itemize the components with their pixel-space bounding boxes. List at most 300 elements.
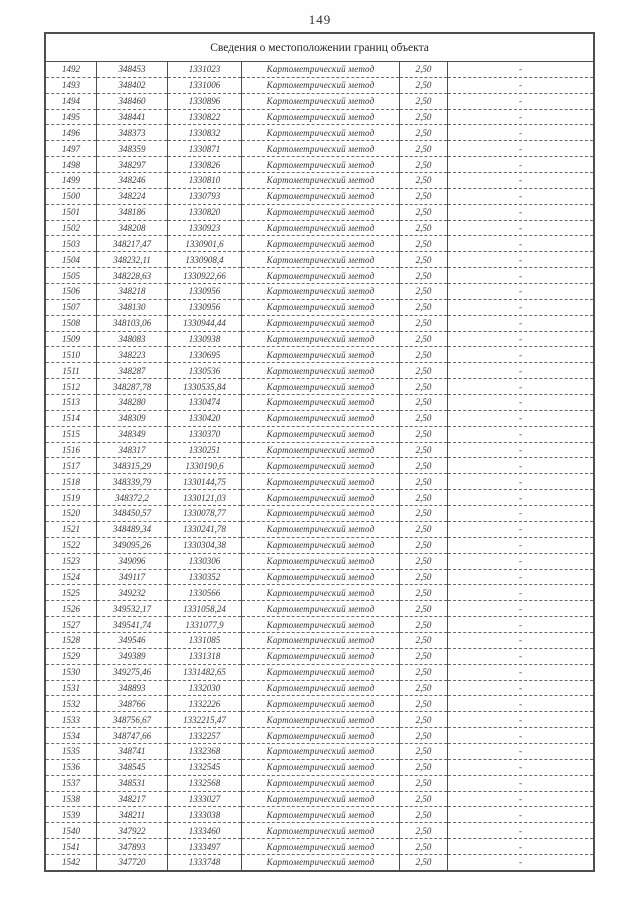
coordinate-x-cell: 348287,78 [97, 379, 168, 395]
coordinate-x-cell: 348489,34 [97, 521, 168, 537]
coordinate-x-cell: 348223 [97, 347, 168, 363]
table-row [46, 854, 594, 870]
table-row [46, 506, 594, 522]
point-number-cell: 1502 [46, 220, 97, 236]
coordinate-x-cell: 348531 [97, 775, 168, 791]
table-row [46, 125, 594, 141]
coordinate-x-cell: 349389 [97, 648, 168, 664]
coordinate-y-cell: 1330352 [168, 569, 242, 585]
precision-cell: 2,50 [400, 284, 448, 300]
coordinate-x-cell: 348217,47 [97, 236, 168, 252]
point-number-cell: 1535 [46, 743, 97, 759]
point-number-cell: 1501 [46, 204, 97, 220]
coordinate-y-cell: 1332568 [168, 775, 242, 791]
precision-cell: 2,50 [400, 109, 448, 125]
table-row [46, 537, 594, 553]
coordinate-x-cell: 348315,29 [97, 458, 168, 474]
precision-cell: 2,50 [400, 410, 448, 426]
precision-cell: 2,50 [400, 791, 448, 807]
precision-cell: 2,50 [400, 664, 448, 680]
note-cell: - [448, 141, 594, 157]
coordinate-x-cell: 348349 [97, 426, 168, 442]
coordinate-y-cell: 1330793 [168, 188, 242, 204]
precision-cell: 2,50 [400, 299, 448, 315]
coordinate-y-cell: 1330306 [168, 553, 242, 569]
coordinate-x-cell: 349117 [97, 569, 168, 585]
point-number-cell: 1518 [46, 474, 97, 490]
point-number-cell: 1542 [46, 854, 97, 870]
point-number-cell: 1510 [46, 347, 97, 363]
table-row [46, 299, 594, 315]
point-number-cell: 1529 [46, 648, 97, 664]
table-row [46, 236, 594, 252]
method-cell: Картометрический метод [242, 569, 400, 585]
point-number-cell: 1533 [46, 712, 97, 728]
table-row [46, 458, 594, 474]
method-cell: Картометрический метод [242, 236, 400, 252]
point-number-cell: 1538 [46, 791, 97, 807]
point-number-cell: 1494 [46, 93, 97, 109]
coordinate-x-cell: 349546 [97, 632, 168, 648]
point-number-cell: 1537 [46, 775, 97, 791]
method-cell: Картометрический метод [242, 521, 400, 537]
note-cell: - [448, 77, 594, 93]
method-cell: Картометрический метод [242, 220, 400, 236]
precision-cell: 2,50 [400, 521, 448, 537]
coordinate-y-cell: 1330535,84 [168, 379, 242, 395]
table-row [46, 220, 594, 236]
table-row [46, 775, 594, 791]
precision-cell: 2,50 [400, 601, 448, 617]
coordinate-x-cell: 348339,79 [97, 474, 168, 490]
method-cell: Картометрический метод [242, 854, 400, 870]
note-cell: - [448, 823, 594, 839]
note-cell: - [448, 331, 594, 347]
point-number-cell: 1532 [46, 696, 97, 712]
point-number-cell: 1503 [46, 236, 97, 252]
coordinate-x-cell: 348208 [97, 220, 168, 236]
coordinate-y-cell: 1330956 [168, 299, 242, 315]
coordinate-x-cell: 349232 [97, 585, 168, 601]
point-number-cell: 1505 [46, 268, 97, 284]
note-cell: - [448, 585, 594, 601]
table-row [46, 759, 594, 775]
note-cell: - [448, 506, 594, 522]
coordinate-y-cell: 1330251 [168, 442, 242, 458]
precision-cell: 2,50 [400, 696, 448, 712]
table-row [46, 569, 594, 585]
precision-cell: 2,50 [400, 157, 448, 173]
coordinate-y-cell: 1333460 [168, 823, 242, 839]
precision-cell: 2,50 [400, 458, 448, 474]
point-number-cell: 1528 [46, 632, 97, 648]
note-cell: - [448, 363, 594, 379]
method-cell: Картометрический метод [242, 62, 400, 78]
coordinate-x-cell: 348373 [97, 125, 168, 141]
coordinate-x-cell: 347922 [97, 823, 168, 839]
precision-cell: 2,50 [400, 331, 448, 347]
coordinate-y-cell: 1330871 [168, 141, 242, 157]
note-cell: - [448, 553, 594, 569]
note-cell: - [448, 157, 594, 173]
boundary-coordinates-table [45, 33, 594, 871]
precision-cell: 2,50 [400, 823, 448, 839]
precision-cell: 2,50 [400, 648, 448, 664]
method-cell: Картометрический метод [242, 823, 400, 839]
note-cell: - [448, 743, 594, 759]
coordinate-x-cell: 348741 [97, 743, 168, 759]
point-number-cell: 1530 [46, 664, 97, 680]
coordinate-y-cell: 1333038 [168, 807, 242, 823]
table-row [46, 490, 594, 506]
note-cell: - [448, 759, 594, 775]
method-cell: Картометрический метод [242, 474, 400, 490]
coordinate-y-cell: 1331023 [168, 62, 242, 78]
method-cell: Картометрический метод [242, 490, 400, 506]
point-number-cell: 1516 [46, 442, 97, 458]
note-cell: - [448, 601, 594, 617]
precision-cell: 2,50 [400, 490, 448, 506]
coordinate-y-cell: 1330370 [168, 426, 242, 442]
coordinate-y-cell: 1330922,66 [168, 268, 242, 284]
note-cell: - [448, 410, 594, 426]
note-cell: - [448, 537, 594, 553]
point-number-cell: 1514 [46, 410, 97, 426]
method-cell: Картометрический метод [242, 109, 400, 125]
method-cell: Картометрический метод [242, 791, 400, 807]
table-row [46, 252, 594, 268]
precision-cell: 2,50 [400, 569, 448, 585]
coordinate-x-cell: 349532,17 [97, 601, 168, 617]
coordinate-x-cell: 348280 [97, 395, 168, 411]
table-row [46, 331, 594, 347]
table-row [46, 632, 594, 648]
coordinate-x-cell: 348224 [97, 188, 168, 204]
point-number-cell: 1498 [46, 157, 97, 173]
precision-cell: 2,50 [400, 839, 448, 855]
coordinate-y-cell: 1333748 [168, 854, 242, 870]
coordinate-x-cell: 348217 [97, 791, 168, 807]
coordinate-y-cell: 1332257 [168, 728, 242, 744]
table-row [46, 601, 594, 617]
precision-cell: 2,50 [400, 537, 448, 553]
table-row [46, 474, 594, 490]
coordinate-x-cell: 348103,06 [97, 315, 168, 331]
note-cell: - [448, 220, 594, 236]
table-row [46, 410, 594, 426]
point-number-cell: 1508 [46, 315, 97, 331]
note-cell: - [448, 696, 594, 712]
table-row [46, 62, 594, 78]
table-row [46, 521, 594, 537]
table-row [46, 648, 594, 664]
coordinate-y-cell: 1330304,38 [168, 537, 242, 553]
method-cell: Картометрический метод [242, 585, 400, 601]
point-number-cell: 1492 [46, 62, 97, 78]
method-cell: Картометрический метод [242, 506, 400, 522]
coordinate-x-cell: 349095,26 [97, 537, 168, 553]
table-row [46, 426, 594, 442]
table-row [46, 109, 594, 125]
coordinate-x-cell: 348766 [97, 696, 168, 712]
table-row [46, 284, 594, 300]
coordinate-x-cell: 349096 [97, 553, 168, 569]
coordinate-y-cell: 1330144,75 [168, 474, 242, 490]
method-cell: Картометрический метод [242, 601, 400, 617]
precision-cell: 2,50 [400, 77, 448, 93]
table-row [46, 268, 594, 284]
method-cell: Картометрический метод [242, 204, 400, 220]
precision-cell: 2,50 [400, 220, 448, 236]
precision-cell: 2,50 [400, 632, 448, 648]
precision-cell: 2,50 [400, 775, 448, 791]
table-row [46, 839, 594, 855]
method-cell: Картометрический метод [242, 77, 400, 93]
coordinate-x-cell: 348756,67 [97, 712, 168, 728]
table-row [46, 204, 594, 220]
note-cell: - [448, 173, 594, 189]
point-number-cell: 1493 [46, 77, 97, 93]
method-cell: Картометрический метод [242, 648, 400, 664]
point-number-cell: 1541 [46, 839, 97, 855]
note-cell: - [448, 521, 594, 537]
point-number-cell: 1504 [46, 252, 97, 268]
method-cell: Картометрический метод [242, 537, 400, 553]
note-cell: - [448, 299, 594, 315]
table-row [46, 823, 594, 839]
point-number-cell: 1519 [46, 490, 97, 506]
note-cell: - [448, 204, 594, 220]
coordinate-y-cell: 1330190,6 [168, 458, 242, 474]
precision-cell: 2,50 [400, 204, 448, 220]
coordinate-y-cell: 1332368 [168, 743, 242, 759]
point-number-cell: 1540 [46, 823, 97, 839]
note-cell: - [448, 379, 594, 395]
coordinate-y-cell: 1332215,47 [168, 712, 242, 728]
coordinate-x-cell: 348460 [97, 93, 168, 109]
point-number-cell: 1497 [46, 141, 97, 157]
point-number-cell: 1523 [46, 553, 97, 569]
coordinate-x-cell: 348441 [97, 109, 168, 125]
precision-cell: 2,50 [400, 743, 448, 759]
table-row [46, 712, 594, 728]
table-row [46, 791, 594, 807]
table-row [46, 379, 594, 395]
note-cell: - [448, 236, 594, 252]
precision-cell: 2,50 [400, 188, 448, 204]
method-cell: Картометрический метод [242, 299, 400, 315]
table-row [46, 743, 594, 759]
coordinate-x-cell: 348317 [97, 442, 168, 458]
table-row [46, 347, 594, 363]
precision-cell: 2,50 [400, 347, 448, 363]
note-cell: - [448, 458, 594, 474]
note-cell: - [448, 632, 594, 648]
point-number-cell: 1506 [46, 284, 97, 300]
precision-cell: 2,50 [400, 173, 448, 189]
precision-cell: 2,50 [400, 62, 448, 78]
coordinate-y-cell: 1331006 [168, 77, 242, 93]
method-cell: Картометрический метод [242, 347, 400, 363]
note-cell: - [448, 664, 594, 680]
note-cell: - [448, 791, 594, 807]
precision-cell: 2,50 [400, 268, 448, 284]
method-cell: Картометрический метод [242, 93, 400, 109]
point-number-cell: 1511 [46, 363, 97, 379]
method-cell: Картометрический метод [242, 363, 400, 379]
coordinate-x-cell: 348747,66 [97, 728, 168, 744]
note-cell: - [448, 680, 594, 696]
coordinate-y-cell: 1330896 [168, 93, 242, 109]
note-cell: - [448, 648, 594, 664]
method-cell: Картометрический метод [242, 395, 400, 411]
table-title-row [46, 34, 594, 62]
coordinate-x-cell: 348372,2 [97, 490, 168, 506]
method-cell: Картометрический метод [242, 775, 400, 791]
coordinate-x-cell: 349275,46 [97, 664, 168, 680]
coordinate-x-cell: 348297 [97, 157, 168, 173]
precision-cell: 2,50 [400, 426, 448, 442]
coordinate-x-cell: 348186 [97, 204, 168, 220]
coordinate-x-cell: 348211 [97, 807, 168, 823]
precision-cell: 2,50 [400, 93, 448, 109]
coordinate-y-cell: 1330474 [168, 395, 242, 411]
table-row [46, 553, 594, 569]
table-row [46, 680, 594, 696]
method-cell: Картометрический метод [242, 442, 400, 458]
method-cell: Картометрический метод [242, 759, 400, 775]
note-cell: - [448, 125, 594, 141]
table-title: Сведения о местоположении границ объекта [46, 34, 594, 62]
point-number-cell: 1539 [46, 807, 97, 823]
precision-cell: 2,50 [400, 854, 448, 870]
coordinate-y-cell: 1333497 [168, 839, 242, 855]
table-row [46, 807, 594, 823]
note-cell: - [448, 252, 594, 268]
coordinate-y-cell: 1330566 [168, 585, 242, 601]
coordinate-y-cell: 1330822 [168, 109, 242, 125]
coordinate-y-cell: 1330820 [168, 204, 242, 220]
method-cell: Картометрический метод [242, 712, 400, 728]
coordinate-x-cell: 348287 [97, 363, 168, 379]
table-body [46, 62, 594, 871]
point-number-cell: 1509 [46, 331, 97, 347]
method-cell: Картометрический метод [242, 664, 400, 680]
coordinate-y-cell: 1330901,6 [168, 236, 242, 252]
method-cell: Картометрический метод [242, 680, 400, 696]
point-number-cell: 1520 [46, 506, 97, 522]
method-cell: Картометрический метод [242, 617, 400, 633]
precision-cell: 2,50 [400, 728, 448, 744]
note-cell: - [448, 268, 594, 284]
point-number-cell: 1527 [46, 617, 97, 633]
point-number-cell: 1515 [46, 426, 97, 442]
coordinate-y-cell: 1330832 [168, 125, 242, 141]
method-cell: Картометрический метод [242, 188, 400, 204]
note-cell: - [448, 775, 594, 791]
coordinate-y-cell: 1330826 [168, 157, 242, 173]
coordinate-y-cell: 1332030 [168, 680, 242, 696]
table-row [46, 188, 594, 204]
table-row [46, 728, 594, 744]
precision-cell: 2,50 [400, 585, 448, 601]
point-number-cell: 1531 [46, 680, 97, 696]
method-cell: Картометрический метод [242, 696, 400, 712]
precision-cell: 2,50 [400, 252, 448, 268]
coordinate-y-cell: 1330121,03 [168, 490, 242, 506]
coordinate-x-cell: 348232,11 [97, 252, 168, 268]
page-number: 149 [308, 12, 332, 27]
precision-cell: 2,50 [400, 141, 448, 157]
method-cell: Картометрический метод [242, 331, 400, 347]
note-cell: - [448, 854, 594, 870]
coordinate-y-cell: 1330536 [168, 363, 242, 379]
note-cell: - [448, 109, 594, 125]
table-row [46, 93, 594, 109]
method-cell: Картометрический метод [242, 284, 400, 300]
note-cell: - [448, 395, 594, 411]
coordinate-y-cell: 1330938 [168, 331, 242, 347]
coordinate-x-cell: 348545 [97, 759, 168, 775]
table-row [46, 77, 594, 93]
note-cell: - [448, 347, 594, 363]
coordinate-y-cell: 1330810 [168, 173, 242, 189]
precision-cell: 2,50 [400, 474, 448, 490]
method-cell: Картометрический метод [242, 315, 400, 331]
method-cell: Картометрический метод [242, 379, 400, 395]
precision-cell: 2,50 [400, 442, 448, 458]
coordinate-x-cell: 348453 [97, 62, 168, 78]
method-cell: Картометрический метод [242, 743, 400, 759]
coordinate-x-cell: 348309 [97, 410, 168, 426]
coordinate-y-cell: 1332226 [168, 696, 242, 712]
coordinate-y-cell: 1330944,44 [168, 315, 242, 331]
method-cell: Картометрический метод [242, 426, 400, 442]
note-cell: - [448, 728, 594, 744]
point-number-cell: 1517 [46, 458, 97, 474]
method-cell: Картометрический метод [242, 632, 400, 648]
note-cell: - [448, 474, 594, 490]
point-number-cell: 1507 [46, 299, 97, 315]
point-number-cell: 1526 [46, 601, 97, 617]
table-row [46, 141, 594, 157]
coordinate-x-cell: 348228,63 [97, 268, 168, 284]
table-row [46, 696, 594, 712]
precision-cell: 2,50 [400, 315, 448, 331]
precision-cell: 2,50 [400, 617, 448, 633]
note-cell: - [448, 617, 594, 633]
note-cell: - [448, 490, 594, 506]
note-cell: - [448, 93, 594, 109]
method-cell: Картометрический метод [242, 410, 400, 426]
table-row [46, 585, 594, 601]
note-cell: - [448, 712, 594, 728]
precision-cell: 2,50 [400, 712, 448, 728]
note-cell: - [448, 569, 594, 585]
method-cell: Картометрический метод [242, 157, 400, 173]
coordinate-x-cell: 347893 [97, 839, 168, 855]
coordinate-y-cell: 1331318 [168, 648, 242, 664]
point-number-cell: 1525 [46, 585, 97, 601]
method-cell: Картометрический метод [242, 125, 400, 141]
coordinate-x-cell: 347720 [97, 854, 168, 870]
note-cell: - [448, 442, 594, 458]
method-cell: Картометрический метод [242, 141, 400, 157]
precision-cell: 2,50 [400, 680, 448, 696]
method-cell: Картометрический метод [242, 728, 400, 744]
coordinate-x-cell: 348218 [97, 284, 168, 300]
coordinate-x-cell: 349541,74 [97, 617, 168, 633]
